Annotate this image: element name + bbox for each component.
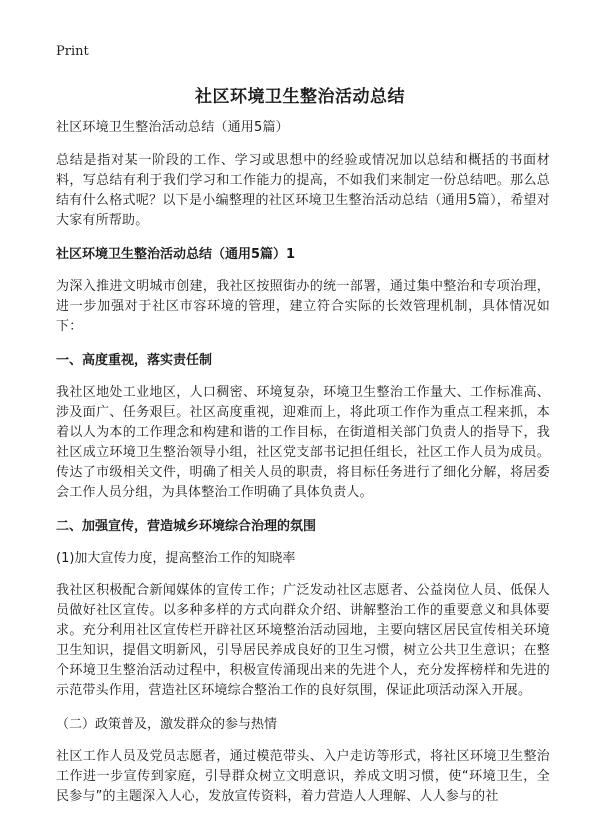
opening-paragraph: 为深入推进文明城市创建，我社区按照街办的统一部署，通过集中整治和专项治理，进一步加强对于社区市容环境的管理，建立符合实际的长效管理机制，具体情况如下： [56, 279, 550, 334]
subsection-heading: (1)加大宣传力度，提高整治工作的知晓率 [56, 551, 296, 566]
section-heading: 一、高度重视，落实责任制 [56, 353, 213, 368]
document-body [56, 118, 550, 821]
document-title: 社区环境卫生整治活动总结 [195, 87, 405, 107]
subsection-paragraph: 社区工作人员及党员志愿者，通过模范带头、入户走访等形式，将社区环境卫生整治工作进一步宣传到家庭，引导群众树立文明意识，养成文明习惯，使“环境卫生，全民参与”的主题深入人心，发放宣传资料，着力营造人人理解、人人参与的社 [56, 749, 550, 804]
article-heading: 社区环境卫生整治活动总结（通用5篇）1 [56, 247, 296, 262]
document-subtitle: 社区环境卫生整治活动总结（通用5篇） [56, 120, 289, 135]
subsection-paragraph: 我社区积极配合新闻媒体的宣传工作；广泛发动社区志愿者、公益岗位人员、低保人员做好社区宣传。以多种多样的方式向群众介绍、讲解整治工作的重要意义和具体要求。充分利用社区宣传栏开辟社区环境整治活动园地，主要向辖区居民宣传相关环境卫生知识，提倡文明新风，引导居民养成良好的卫生习惯，树立公共卫生意识；在整个环境卫生整治活动过程中，积极宣传涌现出来的先进个人，充分发挥榜样和先进的示范带头作用，营造社区环境综合整治工作的良好氛围，保证此项活动深入开展。 [56, 583, 550, 698]
section-paragraph: 我社区地处工业地区，人口稠密、环境复杂，环境卫生整治工作量大、工作标准高、涉及面广、任务艰巨。社区高度重视，迎难而上，将此项工作作为重点工程来抓，本着以人为本的工作理念和构建和谐的工作目标，在街道相关部门负责人的指导下，我社区成立环境卫生整治领导小组，社区党支部书记担任组长，社区工作人员为成员。传达了市级相关文件，明确了相关人员的职责，将目标任务进行了细化分解，将居委会工作人员分组，为具体整治工作明确了具体负责人。 [56, 385, 550, 500]
section-heading: 二、加强宣传，营造城乡环境综合治理的氛围 [56, 519, 317, 534]
intro-paragraph: 总结是指对某一阶段的工作、学习或思想中的经验或情况加以总结和概括的书面材料，写总结有利于我们学习和工作能力的提高，不如我们来制定一份总结吧。那么总结有什么格式呢？以下是小编整理的社区环境卫生整治活动总结（通用5篇），希望对大家有所帮助。 [56, 153, 550, 228]
subsection-heading: （二）政策普及，激发群众的参与热情 [56, 717, 278, 732]
print-link[interactable]: Print [56, 44, 89, 59]
